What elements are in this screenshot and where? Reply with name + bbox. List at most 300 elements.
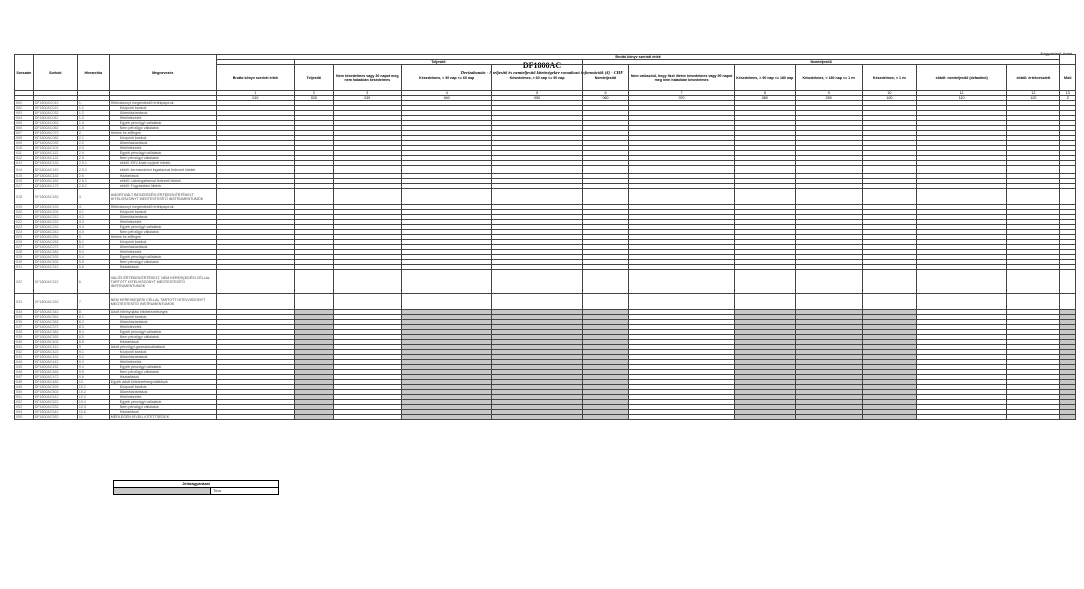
row-name: Hitelek és előlegek: [109, 131, 216, 136]
row-hierarchy: 1.5: [77, 126, 109, 131]
row-code: DF1800AC312: [33, 265, 77, 270]
value-cell: [795, 415, 862, 420]
row-hierarchy: 7.: [77, 294, 109, 310]
value-cell[interactable]: [735, 294, 796, 310]
row-number: 032: [15, 270, 34, 294]
value-cell[interactable]: [1060, 189, 1076, 205]
header-hierarchia: Hierarchia: [77, 55, 109, 91]
column-header: ebből: nemteljesítő (defaulted): [916, 65, 1006, 91]
value-cell[interactable]: [795, 189, 862, 205]
row-number: 035: [15, 315, 34, 320]
value-cell[interactable]: [492, 189, 582, 205]
row-number: 014: [15, 166, 34, 174]
row-number: 055: [15, 415, 34, 420]
value-cell[interactable]: [582, 270, 628, 294]
row-code: DF1800AC252: [33, 235, 77, 240]
row-hierarchy: 10.1: [77, 385, 109, 390]
row-code: DF1800AC362: [33, 320, 77, 325]
row-name: Hitelintézetek: [109, 116, 216, 121]
column-header: Teljesítő: [295, 65, 334, 91]
row-name: Háztartások: [109, 265, 216, 270]
row-code: DF1800AC282: [33, 250, 77, 255]
column-code: 040: [401, 96, 491, 101]
row-name: Nem pénzügyi vállalatok: [109, 335, 216, 340]
row-hierarchy: 10.4: [77, 400, 109, 405]
header-teljesito-group: Teljesítő: [295, 60, 583, 65]
row-code: DF1800AC222: [33, 220, 77, 225]
table-row: [15, 189, 1076, 205]
legend-box: [113, 480, 279, 495]
row-name: Egyéb pénzügyi vállalatok: [109, 151, 216, 156]
row-name: Hitelintézetek: [109, 325, 216, 330]
row-number: 016: [15, 179, 34, 184]
column-code: 010: [216, 96, 294, 101]
value-cell[interactable]: [735, 189, 796, 205]
value-cell[interactable]: [862, 294, 916, 310]
column-code: 030: [333, 96, 401, 101]
value-cell[interactable]: [916, 189, 1006, 205]
row-name: Államháztartások: [109, 355, 216, 360]
data-table: [14, 54, 1076, 420]
column-header: Mód: [1060, 65, 1076, 91]
row-code: DF1800AC482: [33, 380, 77, 385]
row-code: DF1800AC422: [33, 350, 77, 355]
value-cell[interactable]: [401, 270, 491, 294]
row-number: 049: [15, 385, 34, 390]
row-name: ebből: kereskedelmi ingatlannal fedezett hitelek: [109, 166, 216, 174]
column-number: 6: [582, 91, 628, 96]
row-name: Háztartások: [109, 340, 216, 345]
row-name: Egyéb pénzügyi vállalatok: [109, 330, 216, 335]
row-hierarchy: 5.3: [77, 250, 109, 255]
value-cell[interactable]: [862, 189, 916, 205]
row-hierarchy: 2.: [77, 131, 109, 136]
row-hierarchy: 8.1: [77, 315, 109, 320]
value-cell[interactable]: [492, 270, 582, 294]
row-name: Államháztartások: [109, 141, 216, 146]
value-cell[interactable]: [629, 294, 735, 310]
value-cell[interactable]: [492, 166, 582, 174]
row-code: DF1800AC062: [33, 126, 77, 131]
row-code: DF1800AC262: [33, 240, 77, 245]
column-code: 100: [862, 96, 916, 101]
value-cell[interactable]: [1060, 270, 1076, 294]
column-code: 050: [492, 96, 582, 101]
value-cell[interactable]: [401, 189, 491, 205]
row-hierarchy: 1.1: [77, 106, 109, 111]
row-code: DF1800AC152: [33, 174, 77, 179]
row-hierarchy: 10.6: [77, 410, 109, 415]
row-code: DF1800AC402: [33, 340, 77, 345]
row-hierarchy: 5.2: [77, 245, 109, 250]
row-code: DF1800AC142: [33, 166, 77, 174]
column-number: 11: [916, 91, 1006, 96]
column-number: 4: [401, 91, 491, 96]
value-cell[interactable]: [629, 270, 735, 294]
column-header: Késedelmes, > 60 nap <= 90 nap: [492, 65, 582, 91]
value-cell[interactable]: [916, 166, 1006, 174]
row-code: DF1800AC082: [33, 136, 77, 141]
row-code: DF1800AC352: [33, 315, 77, 320]
value-cell[interactable]: [295, 189, 334, 205]
row-hierarchy: 2.6.1: [77, 179, 109, 184]
column-code: 120: [1007, 96, 1060, 101]
row-hierarchy: 2.2: [77, 141, 109, 146]
value-cell: [862, 415, 916, 420]
row-hierarchy: 6.: [77, 270, 109, 294]
value-cell: [1060, 415, 1076, 420]
row-number: 017: [15, 184, 34, 189]
row-code: DF1800AC052: [33, 121, 77, 126]
row-number: 047: [15, 375, 34, 380]
row-number: 033: [15, 294, 34, 310]
row-number: 054: [15, 410, 34, 415]
row-code: DF1800AC332: [33, 294, 77, 310]
row-name: AMORTIZÁLT BESZERZÉSI ÉRTÉKEN ÉRTÉKELT HITELVISZONYT MEGTESTESÍTŐ INSTRUMENTUMOK: [109, 189, 216, 205]
row-number: 020: [15, 210, 34, 215]
row-hierarchy: 9.1: [77, 350, 109, 355]
row-number: 041: [15, 345, 34, 350]
row-number: 007: [15, 131, 34, 136]
row-hierarchy: 8.: [77, 310, 109, 315]
column-number: 7: [629, 91, 735, 96]
row-name: Nem pénzügyi vállalatok: [109, 126, 216, 131]
value-cell[interactable]: [1007, 166, 1060, 174]
value-cell: [492, 415, 582, 420]
row-number: 045: [15, 365, 34, 370]
row-code: DF1800AC552: [33, 415, 77, 420]
column-header: Nem késedelmes vagy 30 napot meg nem haladóan késedelmes: [333, 65, 401, 91]
value-cell[interactable]: [333, 189, 401, 205]
column-number: 8: [735, 91, 796, 96]
value-cell[interactable]: [333, 294, 401, 310]
row-name: Háztartások: [109, 375, 216, 380]
row-number: 011: [15, 151, 34, 156]
row-hierarchy: 9.5: [77, 370, 109, 375]
row-name: Központi bankok: [109, 315, 216, 320]
row-name: Hitelintézetek: [109, 360, 216, 365]
row-hierarchy: 4.5: [77, 230, 109, 235]
row-name: Központi bankok: [109, 210, 216, 215]
row-name: ebből: KKV-knak nyújtott hitelek: [109, 161, 216, 166]
column-header: Nemteljesítő: [582, 65, 628, 91]
column-code: 080: [735, 96, 796, 101]
value-cell[interactable]: [295, 166, 334, 174]
row-code: DF1800AC132: [33, 161, 77, 166]
value-cell[interactable]: [862, 270, 916, 294]
row-number: 025: [15, 235, 34, 240]
header-brutto-group: Bruttó könyv szerinti érték: [216, 55, 1060, 60]
row-code: DF1800AC202: [33, 210, 77, 215]
row-name: Nem pénzügyi vállalatok: [109, 230, 216, 235]
row-number: 028: [15, 250, 34, 255]
row-number: 019: [15, 205, 34, 210]
row-code: DF1800AC382: [33, 330, 77, 335]
row-code: DF1800AC162: [33, 179, 77, 184]
row-hierarchy: 2.5.1: [77, 161, 109, 166]
row-hierarchy: 2.1: [77, 136, 109, 141]
value-cell[interactable]: [216, 415, 294, 420]
row-name: Hitelviszonyt megtestesítő értékpapírok: [109, 205, 216, 210]
row-hierarchy: 1.4: [77, 121, 109, 126]
row-name: Államháztartások: [109, 111, 216, 116]
row-number: 010: [15, 146, 34, 151]
row-hierarchy: 5.: [77, 235, 109, 240]
column-number: 3: [333, 91, 401, 96]
row-name: Államháztartások: [109, 245, 216, 250]
row-code: DF1800AC122: [33, 156, 77, 161]
row-number: 008: [15, 136, 34, 141]
value-cell[interactable]: [735, 166, 796, 174]
page-title: DF1800AC: [522, 61, 562, 70]
table-row: [15, 294, 1076, 310]
row-name: Egyéb pénzügyi vállalatok: [109, 255, 216, 260]
column-header: Késedelmes, > 1 év: [862, 65, 916, 91]
row-name: Hitelintézetek: [109, 395, 216, 400]
column-number: 1: [216, 91, 294, 96]
header-megnevezes: Megnevezés: [109, 55, 216, 91]
value-cell[interactable]: [1007, 189, 1060, 205]
row-code: DF1800AC192: [33, 205, 77, 210]
value-cell[interactable]: [1060, 166, 1076, 174]
column-code: 060: [582, 96, 628, 101]
value-cell[interactable]: [216, 189, 294, 205]
column-number: 5: [492, 91, 582, 96]
table-row: [15, 415, 1076, 420]
row-name: Hitelintézetek: [109, 250, 216, 255]
row-code: DF1800AC342: [33, 310, 77, 315]
row-code: DF1800AC182: [33, 189, 77, 205]
row-name: Adott pénzügyi garanciavállalások: [109, 345, 216, 350]
row-code: DF1800AC102: [33, 146, 77, 151]
row-hierarchy: 4.1: [77, 210, 109, 215]
value-cell[interactable]: [582, 166, 628, 174]
value-cell: [295, 415, 334, 420]
column-code: 070: [629, 96, 735, 101]
value-cell[interactable]: [916, 415, 1006, 420]
row-code: DF1800AC272: [33, 245, 77, 250]
row-number: 034: [15, 310, 34, 315]
value-cell[interactable]: [1007, 415, 1060, 420]
row-hierarchy: 9.2: [77, 355, 109, 360]
row-name: Egyéb pénzügyi vállalatok: [109, 400, 216, 405]
row-hierarchy: 2.5: [77, 156, 109, 161]
row-number: 048: [15, 380, 34, 385]
row-name: NEM KERESKEDÉSI CÉLLAL TARTOTT HITELVISZONYT MEGTESTESÍTŐ INSTRUMENTUMOK: [109, 294, 216, 310]
legend-title: Jelmagyarázat: [114, 481, 278, 488]
row-number: 052: [15, 400, 34, 405]
value-cell[interactable]: [333, 166, 401, 174]
row-hierarchy: 10.5: [77, 405, 109, 410]
column-header: ebből: értékvesztett: [1007, 65, 1060, 91]
row-number: 039: [15, 335, 34, 340]
row-number: 044: [15, 360, 34, 365]
row-number: 038: [15, 330, 34, 335]
row-hierarchy: 5.4: [77, 255, 109, 260]
row-number: 042: [15, 350, 34, 355]
value-cell[interactable]: [216, 294, 294, 310]
row-hierarchy: 2.6.2: [77, 184, 109, 189]
row-hierarchy: 11.: [77, 415, 109, 420]
row-hierarchy: 8.4: [77, 330, 109, 335]
header-blank: [1060, 55, 1076, 65]
row-hierarchy: 8.3: [77, 325, 109, 330]
header-nemteljesito-group: Nemteljesítő: [582, 60, 1060, 65]
row-hierarchy: 1.: [77, 101, 109, 106]
row-name: Államháztartások: [109, 390, 216, 395]
row-hierarchy: 4.3: [77, 220, 109, 225]
value-cell[interactable]: [295, 270, 334, 294]
column-header: Nem valószínű, hogy fizet illetve késedelmes vagy 90 napot meg nem haladóan késedelmes: [629, 65, 735, 91]
column-number: 9: [795, 91, 862, 96]
value-cell[interactable]: [216, 166, 294, 174]
row-code: DF1800AC072: [33, 131, 77, 136]
value-cell[interactable]: [333, 415, 401, 420]
row-number: 036: [15, 320, 34, 325]
row-code: DF1800AC242: [33, 230, 77, 235]
row-code: DF1800AC472: [33, 375, 77, 380]
value-cell[interactable]: [795, 294, 862, 310]
row-code: DF1800AC032: [33, 111, 77, 116]
value-cell: [735, 415, 796, 420]
value-cell[interactable]: [492, 294, 582, 310]
value-cell[interactable]: [333, 270, 401, 294]
column-code: 110: [916, 96, 1006, 101]
row-number: 004: [15, 116, 34, 121]
row-number: 026: [15, 240, 34, 245]
row-hierarchy: 8.5: [77, 335, 109, 340]
row-name: MÉRLEGEN KÍVÜLI KITETTSÉGEK: [109, 415, 216, 420]
value-cell[interactable]: [735, 270, 796, 294]
row-hierarchy: 9.6: [77, 375, 109, 380]
value-cell[interactable]: [795, 270, 862, 294]
row-number: 031: [15, 265, 34, 270]
page-subtitle: Devizabontás - A teljesítő és nemteljesítő kitettségekre vonatkozó információk (4) - CHF: [460, 70, 624, 75]
row-number: 027: [15, 245, 34, 250]
row-hierarchy: 4.4: [77, 225, 109, 230]
row-hierarchy: 2.6: [77, 174, 109, 179]
row-code: DF1800AC532: [33, 405, 77, 410]
row-name: VALÓS ÉRTÉKEN ÉRTÉKELT, NEM KERESKEDÉSI CÉLLAL TARTOTT HITELVISZONYT MEGTESTESÍTŐ INSTRUMENTUMOK: [109, 270, 216, 294]
row-number: 018: [15, 189, 34, 205]
row-hierarchy: 8.6: [77, 340, 109, 345]
row-hierarchy: 10.3: [77, 395, 109, 400]
row-code: DF1800AC502: [33, 390, 77, 395]
row-name: Nem pénzügyi vállalatok: [109, 156, 216, 161]
header-sorszam: Sorszám: [15, 55, 34, 91]
value-cell[interactable]: [1007, 294, 1060, 310]
row-hierarchy: 2.5.2: [77, 166, 109, 174]
row-code: DF1800AC372: [33, 325, 77, 330]
value-cell[interactable]: [862, 166, 916, 174]
row-code: DF1800AC112: [33, 151, 77, 156]
value-cell[interactable]: [401, 294, 491, 310]
row-hierarchy: 1.2: [77, 111, 109, 116]
value-cell[interactable]: [216, 270, 294, 294]
row-number: 005: [15, 121, 34, 126]
row-number: 021: [15, 215, 34, 220]
value-cell[interactable]: [629, 166, 735, 174]
row-code: DF1800AC012: [33, 101, 77, 106]
row-name: Államháztartások: [109, 215, 216, 220]
row-name: Egyéb pénzügyi vállalatok: [109, 365, 216, 370]
row-name: Hitelviszonyt megtestesítő értékpapírok: [109, 101, 216, 106]
value-cell[interactable]: [401, 166, 491, 174]
row-hierarchy: 1.3: [77, 116, 109, 121]
row-hierarchy: 9.3: [77, 360, 109, 365]
column-number: 2: [295, 91, 334, 96]
row-number: 043: [15, 355, 34, 360]
row-number: 037: [15, 325, 34, 330]
row-name: Hitelintézetek: [109, 146, 216, 151]
row-number: 023: [15, 225, 34, 230]
row-hierarchy: 2.4: [77, 151, 109, 156]
value-cell[interactable]: [629, 189, 735, 205]
row-name: Központi bankok: [109, 136, 216, 141]
column-header: Késedelmes, > 30 nap <= 60 nap: [401, 65, 491, 91]
value-cell[interactable]: [582, 189, 628, 205]
value-cell[interactable]: [1060, 294, 1076, 310]
row-hierarchy: 9.: [77, 345, 109, 350]
value-cell: [401, 415, 491, 420]
row-hierarchy: 4.2: [77, 215, 109, 220]
column-header: Bruttó könyv szerinti érték: [216, 65, 294, 91]
row-code: DF1800AC392: [33, 335, 77, 340]
column-number: 12: [1007, 91, 1060, 96]
legend-row: [114, 488, 278, 494]
row-name: Egyéb adott kötelezettségvállalások: [109, 380, 216, 385]
row-hierarchy: 3.: [77, 189, 109, 205]
row-hierarchy: 4.: [77, 205, 109, 210]
row-number: 013: [15, 161, 34, 166]
value-cell[interactable]: [629, 415, 735, 420]
row-name: Adott hitelnyújtási elkötelezettségek: [109, 310, 216, 315]
value-cell[interactable]: [916, 270, 1006, 294]
row-code: DF1800AC232: [33, 225, 77, 230]
row-hierarchy: 10.2: [77, 390, 109, 395]
row-number: 022: [15, 220, 34, 225]
row-number: 030: [15, 260, 34, 265]
row-code: DF1800AC542: [33, 410, 77, 415]
row-code: DF1800AC302: [33, 260, 77, 265]
row-name: Központi bankok: [109, 106, 216, 111]
row-hierarchy: 8.2: [77, 320, 109, 325]
column-code: 020: [295, 96, 334, 101]
row-code: DF1800AC022: [33, 106, 77, 111]
row-code: DF1800AC462: [33, 370, 77, 375]
row-code: DF1800AC172: [33, 184, 77, 189]
row-hierarchy: 5.5: [77, 260, 109, 265]
column-number: 10: [862, 91, 916, 96]
row-name: Egyéb pénzügyi vállalatok: [109, 225, 216, 230]
row-code: DF1800AC292: [33, 255, 77, 260]
row-number: 040: [15, 340, 34, 345]
column-header: Késedelmes, > 180 nap <= 1 év: [795, 65, 862, 91]
row-name: Központi bankok: [109, 385, 216, 390]
row-name: ebből: Lakóingatlannal fedezett hitelek: [109, 179, 216, 184]
column-code: 090: [795, 96, 862, 101]
value-cell[interactable]: [295, 294, 334, 310]
row-code: DF1800AC042: [33, 116, 77, 121]
value-cell[interactable]: [916, 294, 1006, 310]
value-cell[interactable]: [1007, 270, 1060, 294]
row-name: ebből: Fogyasztási hitelek: [109, 184, 216, 189]
value-cell[interactable]: [582, 294, 628, 310]
row-name: Nem pénzügyi vállalatok: [109, 370, 216, 375]
column-number: 13: [1060, 91, 1076, 96]
value-cell[interactable]: [795, 166, 862, 174]
row-name: Hitelintézetek: [109, 220, 216, 225]
